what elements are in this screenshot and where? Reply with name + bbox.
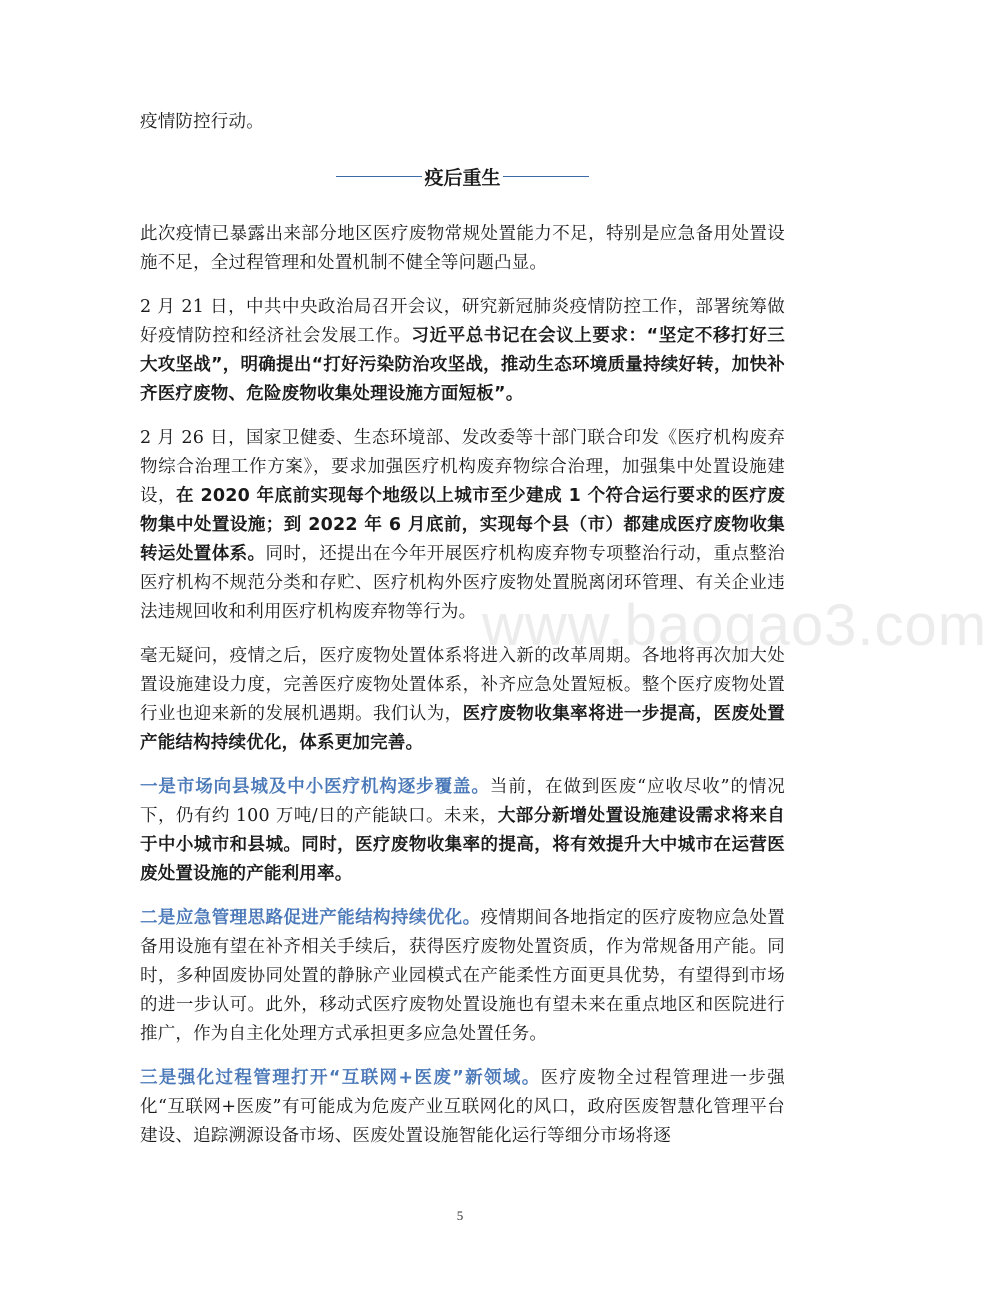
page-number: 5 bbox=[456, 1208, 464, 1223]
point-two-heading: 二是应急管理思路促进产能结构持续优化。 bbox=[140, 908, 481, 928]
paragraph-1: 此次疫情已暴露出来部分地区医疗废物常规处置能力不足，特别是应急备用处置设施不足，全过程管理和处置机制不健全等问题凸显。 bbox=[140, 224, 785, 273]
paragraph-4: 毫无疑问，疫情之后，医疗废物处置体系将进入新的改革周期。各地将再次加大处置设施建设力度，完善医疗废物处置体系，补齐应急处置短板。整个医疗废物处置行业也迎来新的发展机遇期。我们认为，医疗废物收集率将进一步提高，医废处置产能结构持续优化，体系更加完善。 bbox=[140, 646, 785, 753]
paragraph-5: 一是市场向县城及中小医疗机构逐步覆盖。当前，在做到医废“应收尽收”的情况下，仍有约 100 万吨/日的产能缺口。未来，大部分新增处置设施建设需求将来自于中小城市和县城。同时，医疗废物收集率的提高，将有效提升大中城市在运营医废处置设施的产能利用率。 bbox=[140, 777, 785, 884]
section-title: 疫后重生 bbox=[424, 167, 501, 189]
document-body bbox=[140, 108, 785, 1166]
intro-tail-paragraph: 疫情防控行动。 bbox=[140, 112, 264, 132]
point-three-heading: 三是强化过程管理打开“互联网+医废”新领域。 bbox=[140, 1068, 541, 1088]
point-one-heading: 一是市场向县城及中小医疗机构逐步覆盖。 bbox=[140, 777, 490, 797]
paragraph-3: 2 月 26 日，国家卫健委、生态环境部、发改委等十部门联合印发《医疗机构废弃物综合治理工作方案》，要求加强医疗机构废弃物综合治理，加强集中处置设施建设，在 2020 年底前实现每个地级以上城市至少建成 1 个符合运行要求的医疗废物集中处置设施；到 2022 年 6 月底前，实现每个县（市）都建成医疗废物收集转运处置体系。同时，还提出在今年开展医疗机构废弃物专项整治行动，重点整治医疗机构不规范分类和存贮、医疗机构外医疗废物处置脱离闭环管理、有关企业违法违规回收和利用医疗机构废弃物等行为。 bbox=[140, 428, 785, 622]
heading-left-rule bbox=[336, 176, 422, 177]
section-heading bbox=[140, 163, 785, 190]
watermark: www.baogao3.com bbox=[482, 593, 987, 658]
paragraph-6: 二是应急管理思路促进产能结构持续优化。疫情期间各地指定的医疗废物应急处置备用设施有望在补齐相关手续后，获得医疗废物处置资质，作为常规备用产能。同时，多种固废协同处置的静脉产业园模式在产能柔性方面更具优势，有望得到市场的进一步认可。此外，移动式医疗废物处置设施也有望未来在重点地区和医院进行推广，作为自主化处理方式承担更多应急处置任务。 bbox=[140, 908, 785, 1044]
paragraph-2: 2 月 21 日，中共中央政治局召开会议，研究新冠肺炎疫情防控工作，部署统筹做好疫情防控和经济社会发展工作。习近平总书记在会议上要求：“坚定不移打好三大攻坚战”，明确提出“打好污染防治攻坚战，推动生态环境质量持续好转，加快补齐医疗废物、危险废物收集处理设施方面短板”。 bbox=[140, 297, 786, 404]
paragraph-7: 三是强化过程管理打开“互联网+医废”新领域。医疗废物全过程管理进一步强化“互联网+医废”有可能成为危废产业互联网化的风口，政府医废智慧化管理平台建设、追踪溯源设备市场、医废处置设施智能化运行等细分市场将逐 bbox=[140, 1068, 785, 1146]
heading-right-rule bbox=[503, 176, 589, 177]
